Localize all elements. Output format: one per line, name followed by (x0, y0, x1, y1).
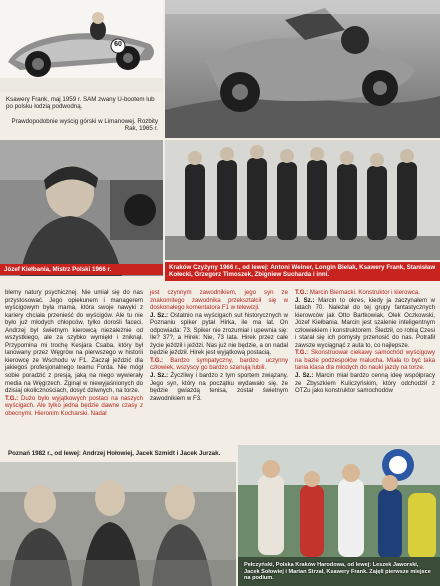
caption-kielbania: Józef Kiełbania, Mistrz Polski 1966 r. (0, 264, 163, 275)
col3-answer-2-text: Marcin miał bardzo cenną ideę współpracy ze Zbyszkiem Kuliczyńskim, który odchodził z OTZu jako konstruktor samochodów (295, 372, 435, 395)
col2-answer-2-label: J. Sz.: (150, 372, 169, 380)
col3-answer-2 (295, 372, 435, 395)
col3-question-2-text: Skonstruował ciekawy samochód wyścigowy na bazie podzespołów malucha. Miała to być taka tania klasa dla młodych do nauki jazdy na torze. (295, 349, 435, 372)
poznan-group-illustration (0, 462, 236, 586)
crash-car-illustration (165, 0, 440, 138)
caption-poznan: Poznań 1982 r., od lewej: Andrzej Hołowiej, Jacek Szmidt i Jacek Jurzak. (8, 450, 221, 457)
col2-question-text: Bardzo sympatyczny, bardzo uczynny człowiek, wszyscy go bardzo szanują lubili. (150, 356, 288, 372)
col1-question-text: Dużo było wyjątkowych postaci na naszych wyścigach. Ale tylko jedna będzie dawne czasy z obecnymi. Hieronim Kocharski. Nadal (5, 394, 143, 417)
col2-question (150, 357, 288, 372)
col2-intro: jest czynnym zawodnikiem, jego syn ze znakomitego zawodnika przekształcił się w doskonałego komentatora F1 w telewizji. (150, 289, 288, 312)
col2-answer-1 (150, 312, 288, 357)
caption-limanowa: Prawdopodobnie wyścig górski w Limanowej. Rozbity Rak, 1965 r. (11, 118, 158, 133)
col3-answer-1 (295, 297, 435, 350)
driver-portrait-illustration (0, 140, 163, 276)
car-number-badge: 60 (114, 41, 122, 48)
col2-answer-1-text: Ostatnio na wyścigach sut historycznych w Poznaniu spiker pytał Hirka, ile ma lat. On odpowiada: 73. Spiker nie zrozumiał i upewnia się: Ile? 37?, a Hirek: Nie, 73 lata. Hirek przez całe życie jeździł i jeździ. Nas już nie będzie, a on nadal będzie jeździł. Hirek jest wyjątkową postacią. (150, 311, 289, 357)
col3-answer-1-label: J. Sz.: (295, 296, 315, 304)
photo-podium (238, 445, 440, 586)
photo-limanowa-crash (165, 0, 440, 138)
col2-answer-2-text: Życzliwy i bardzo z tym sportem związany. Jego syn, który na początku wydawało się, że będzie gwiazdą tenisa, został świetnym zawodnikiem w F3. (150, 372, 289, 402)
col1-answer: blemy natury psychicznej. Nie umiał się do nas przystosować. Jego opiekunem i managerem wyścigowym była mama, która swoje nawyki z kariery chciała przenieść do wyścigów. Ale tu nie było już młodych chłopców, tylko dorośli faceci. Andrzej był świetnym kierowcą niezależnie od wszystkiego, ale za szybko wymiękł i zniknął. Przypomina mi trochę Kesjara Csaba, który był lanowany przez Węgrów na pierwszego w historii kierowcę ze Wschodu w F1. Zaczął jeździć dla jakiegoś profesjonalnego teamu Forda. Nie mógł sobie poradzić z presją, jaką na niego wywierały media na Węgrzech. Zginął w niewyjaśnionych do dzisiaj okolicznościach, dosyć dziwnych, na torze. (5, 289, 143, 395)
text-column-2 (150, 289, 288, 444)
text-column-3 (295, 289, 435, 444)
col3-question-2-label: T.G.: (295, 349, 309, 357)
col3-question-2 (295, 349, 435, 372)
text-column-1 (5, 289, 143, 444)
group-photo-illustration (165, 140, 440, 260)
col2-answer-2 (150, 372, 288, 402)
col3-answer-2-label: J. Sz.: (295, 372, 314, 380)
photo-krakow-group (165, 140, 440, 260)
col3-question-1-label: T.G.: (295, 289, 309, 296)
col2-question-label: T.G.: (150, 356, 164, 364)
caption-frank-uboot: Ksawery Frank, maj 1959 r. SAM zwany U-bootem lub po polsku łodzią podwodną. (6, 96, 155, 111)
col3-question-1-text: Marcin Biernacki. Konstruktor i kierowca. (309, 289, 420, 296)
col3-question-1 (295, 289, 435, 297)
caption-krakow-group: Kraków Czyżyny 1966 r., od lewej: Antoni Weiner, Longin Bielak, Ksawery Frank, Stanisław Kołecki, Grzegorz Timoszek, Zbigniew Sucharda i inni. (165, 262, 440, 281)
caption-podium: Pełczyński, Polska Kraków Harodowa, od lewej: Leszek Jaworski, Jacek Sołowiej i Marian Strzał, Ksawery Frank. Zajęli pierwsze miejsce na podium. (244, 562, 431, 582)
uboot-car-illustration (0, 0, 163, 92)
photo-frank-uboot (0, 0, 163, 92)
photo-kielbania (0, 140, 163, 276)
photo-poznan (0, 462, 236, 586)
col2-answer-1-label: J. Sz.: (150, 311, 169, 319)
col1-question-label: T.G.: (5, 394, 19, 402)
col3-answer-1-text: Marcin to okres, kiedy ja zaczynałem w latach 70. Należał do tej grupy fantastycznych kierowców jak Otto Bartkowiak, Olek Oczkowski, Józef Kiełbania. Marcin jest szalenie inteligentnym człowiekiem i konstruktorem. Śledził, co robią Czesi i starał się ich pomysły przenosić do nas. Potrafił zawsze wyciągnąć z auta to, co najlepsze. (295, 296, 436, 349)
col1-question (5, 395, 143, 418)
